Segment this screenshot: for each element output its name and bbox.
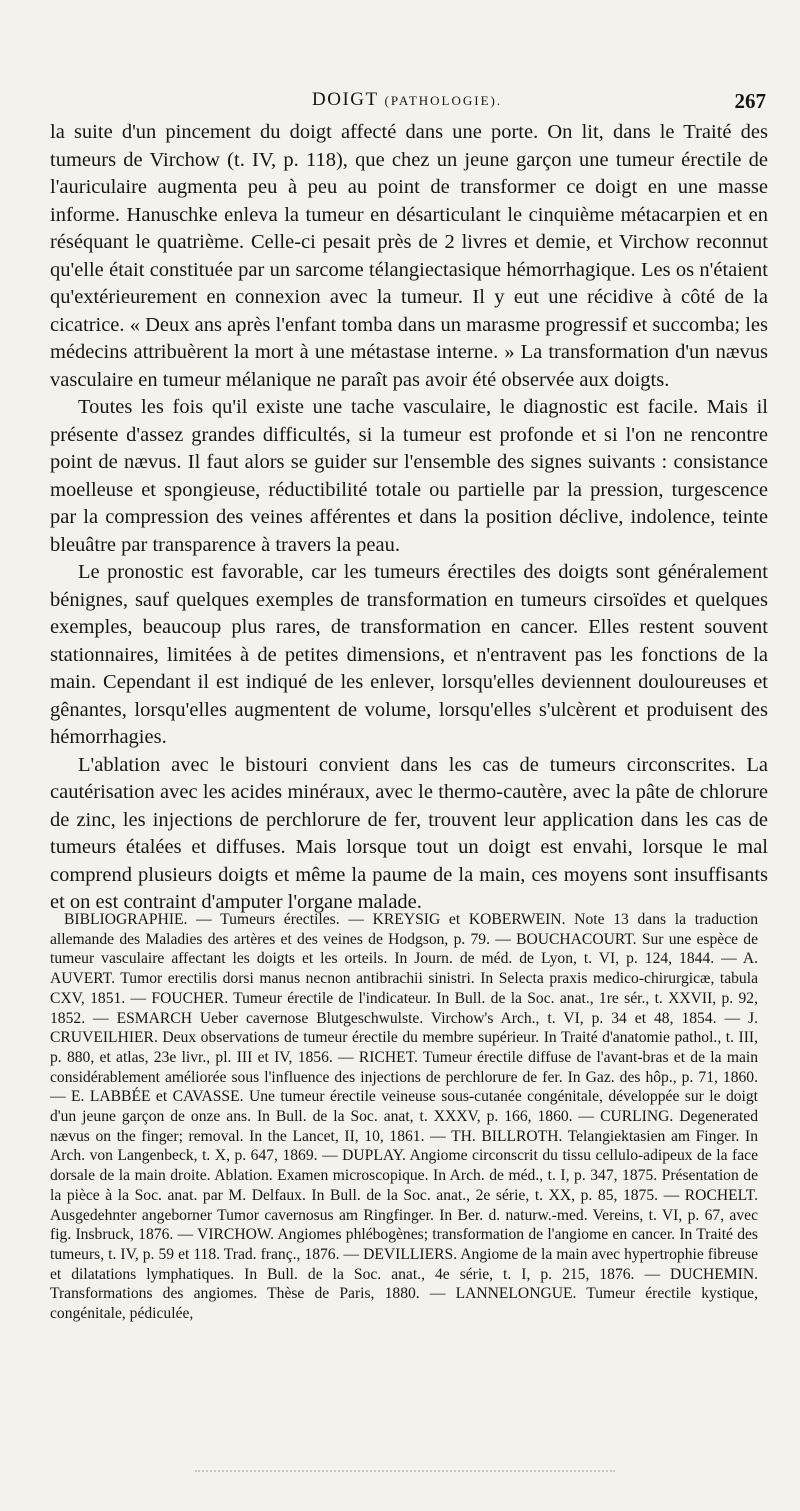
page-header — [62, 89, 766, 119]
paragraph-diagnostic: Toutes les fois qu'il existe une tache vasculaire, le diagnostic est facile. Mais il présente d'assez grandes difficultés, si la tumeur est profonde et si l'on ne rencontre point de nævus. Il faut alors se guider sur l'ensemble des signes suivants : consistance moelleuse et spongieuse, réductibilité totale ou partielle par la pression, turgescence par la compression des veines afférentes et dans la position déclive, indolence, teinte bleuâtre par transparence à travers la peau. — [50, 396, 768, 556]
bleed-through-line — [195, 1470, 615, 1480]
paragraph-virchow-case: la suite d'un pincement du doigt affecté dans une porte. On lit, dans le Traité des tumeurs de Virchow (t. IV, p. 118), que chez un jeune garçon une tumeur érectile de l'auriculaire augmenta peu à peu au point de transformer ce doigt en une masse informe. Hanuschke enleva la tumeur en désarticulant le cinquième métacarpien et en réséquant le quatrième. Celle-ci pesait près de 2 livres et demie, et Virchow reconnut qu'elle était constituée par un sarcome télangiectasique hémorrhagique. Les os n'étaient qu'extérieurement en connexion avec la tumeur. Il y eut une récidive à côté de la cicatrice. « Deux ans après l'enfant tomba dans un marasme progressif et succomba; les médecins attribuèrent la mort à une métastase interne. » La transformation d'un nævus vasculaire en tumeur mélanique ne paraît pas avoir été observée aux doigts. — [50, 121, 768, 391]
paragraph-pronostic: Le pronostic est favorable, car les tumeurs érectiles des doigts sont généralement bénignes, sauf quelques exemples de transformation en tumeurs cirsoïdes et quelques exemples, beaucoup plus rares, de transformation en cancer. Elles restent souvent stationnaires, limitées à de petites dimensions, et n'entravent pas les fonctions de la main. Cependant il est indiqué de les enlever, lorsqu'elles deviennent douloureuses et gênantes, lorsqu'elles augmentent de volume, lorsqu'elles s'ulcèrent et produisent des hémorrhagies. — [50, 561, 768, 748]
bibliography — [50, 910, 758, 1324]
running-head — [312, 89, 502, 111]
running-head-title: DOIGT — [312, 89, 379, 110]
paragraph-treatment: L'ablation avec le bistouri convient dans les cas de tumeurs circonscrites. La cautérisation avec les acides minéraux, avec le thermo-cautère, avec la pâte de chlorure de zinc, les injections de perchlorure de fer, trouvent leur application dans les cas de tumeurs étalées et diffuses. Mais lorsque tout un doigt est envahi, lorsque le mal comprend plusieurs doigts et même la paume de la main, ces moyens sont insuffisants et on est contraint d'amputer l'organe malade. — [50, 753, 768, 913]
page-number: 267 — [734, 89, 766, 113]
bibliography-text: BIBLIOGRAPHIE. — Tumeurs érectiles. — KREYSIG et KOBERWEIN. Note 13 dans la traduction allemande des Maladies des artères et des veines de Hodgson, p. 79. — BOUCHACOURT. Sur une espèce de tumeur vasculaire affectant les doigts et les orteils. In Journ. de méd. de Lyon, t. VI, p. 124, 1844. — A. AUVERT. Tumor erectilis dorsi manus necnon antibrachii sinistri. In Selecta praxis medico-chirurgicæ, tabula CXV, 1851. — FOUCHER. Tumeur érectile de l'indicateur. In Bull. de la Soc. anat., 1re sér., t. XXVII, p. 92, 1852. — ESMARCH Ueber cavernose Blutgeschwulste. Virchow's Arch., t. VI, p. 34 et 48, 1854. — J. CRUVEILHIER. Deux observations de tumeur érectile du membre supérieur. In Traité d'anatomie pathol., t. III, p. 880, et atlas, 23e livr., pl. III et IV, 1856. — RICHET. Tumeur érectile diffuse de l'avant-bras et de la main considérablement améliorée sous l'influence des injections de perchlorure de fer. In Gaz. des hôp., p. 71, 1860. — E. LABBÉE et CAVASSE. Une tumeur érectile veineuse sous-cutanée congénitale, développée sur le doigt d'un jeune garçon de onze ans. In Bull. de la Soc. anat, t. XXXV, p. 166, 1860. — CURLING. Degenerated nævus on the finger; removal. In the Lancet, II, 10, 1861. — TH. BILLROTH. Telangiektasien am Finger. In Arch. von Langenbeck, t. X, p. 647, 1869. — DUPLAY. Angiome circonscrit du tissu cellulo-adipeux de la face dorsale de la main droite. Ablation. Examen microscopique. In Arch. de méd., t. I, p. 347, 1875. Présentation de la pièce à la Soc. anat. par M. Delfaux. In Bull. de la Soc. anat., 2e série, t. XX, p. 85, 1875. — ROCHELT. Ausgedehnter angeborner Tumor cavernosus am Ringfinger. In Ber. d. naturw.-med. Vereins, t. VI, p. 67, avec fig. Insbruck, 1876. — VIRCHOW. Angiomes phlébogènes; transformation de l'angiome en cancer. In Traité des tumeurs, t. IV, p. 59 et 118. Trad. franç., 1876. — DEVILLIERS. Angiome de la main avec hypertrophie fibreuse et dilatations lymphatiques. In Bull. de la Soc. anat., 4e série, t. I, p. 215, 1876. — DUCHEMIN. Transformations des angiomes. Thèse de Paris, 1880. — LANNELONGUE. Tumeur érectile kystique, congénitale, pédiculée, — [50, 911, 758, 1323]
running-head-subtitle: (PATHOLOGIE). — [384, 93, 503, 108]
body-text — [50, 119, 768, 917]
